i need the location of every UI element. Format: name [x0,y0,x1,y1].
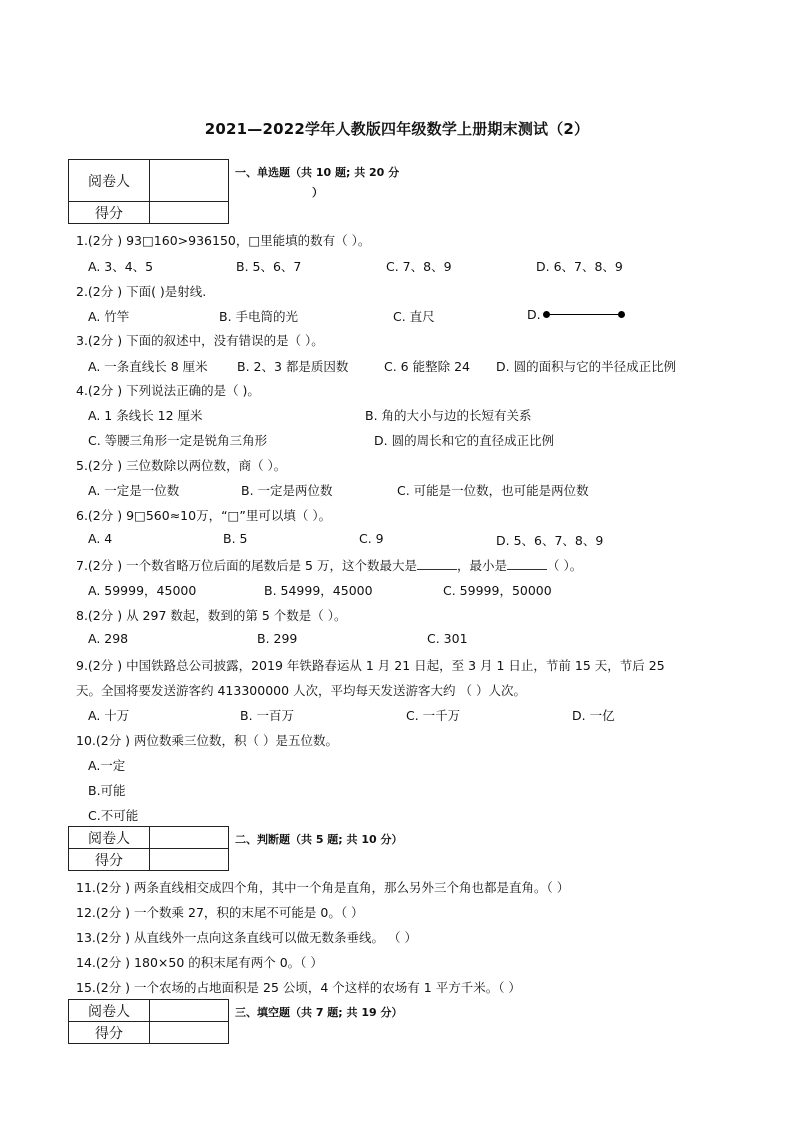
q6-option-c[interactable]: C. 9 [359,531,384,546]
q9-option-b[interactable]: B. 一百万 [240,708,295,723]
q1-option-d[interactable]: D. 6、7、8、9 [536,259,623,274]
answer-blank[interactable] [417,559,457,570]
score-cell[interactable] [150,202,229,224]
q9-option-d[interactable]: D. 一亿 [572,708,615,723]
q2-option-b[interactable]: B. 手电筒的光 [219,309,299,324]
grader-table-2 [68,826,229,871]
q7-option-b[interactable]: B. 54999，45000 [264,583,373,598]
question-13: 13.(2分 ) 从直线外一点向这条直线可以做无数条垂线。 （ ） [76,930,417,945]
grader-table-3 [68,999,229,1044]
q3-option-a[interactable]: A. 一条直线长 8 厘米 [88,359,208,374]
section-1-heading-cont: ） [312,186,323,199]
q2-option-d[interactable]: D. [527,307,541,322]
score-label: 得分 [69,849,150,871]
question-5: 5.(2分 ) 三位数除以两位数，商（ ）。 [76,458,287,473]
question-10: 10.(2分 ) 两位数乘三位数，积（ ）是五位数。 [76,733,339,748]
q4-option-c[interactable]: C. 等腰三角形一定是锐角三角形 [88,433,268,448]
question-9: 9.(2分 ) 中国铁路总公司披露，2019 年铁路春运从 1 月 21 日起，至 3 月 1 日止，节前 15 天，节后 25 [76,658,665,673]
question-1: 1.(2分 ) 93□160>936150，□里能填的数有（ ）。 [76,233,371,248]
q5-option-c[interactable]: C. 可能是一位数，也可能是两位数 [397,483,589,498]
score-label: 得分 [69,1022,150,1044]
q4-option-d[interactable]: D. 圆的周长和它的直径成正比例 [374,433,555,448]
q5-option-a[interactable]: A. 一定是一位数 [88,483,180,498]
grader-table-1 [68,159,229,224]
q10-option-b[interactable]: B.可能 [88,783,126,798]
q6-option-d[interactable]: D. 5、6、7、8、9 [496,533,604,548]
question-15: 15.(2分 ) 一个农场的占地面积是 25 公顷，4 个这样的农场有 1 平方千米。（ ） [76,980,521,995]
q4-option-a[interactable]: A. 1 条线长 12 厘米 [88,408,203,423]
q6-option-b[interactable]: B. 5 [223,531,248,546]
reviewer-cell[interactable] [150,1000,229,1022]
question-6: 6.(2分 ) 9□560≈10万，“□”里可以填（ ）。 [76,508,332,523]
reviewer-cell[interactable] [150,160,229,202]
q3-option-b[interactable]: B. 2、3 都是质因数 [237,359,349,374]
reviewer-label: 阅卷人 [69,827,150,849]
question-9-cont: 天。全国将要发送游客约 413300000 人次，平均每天发送游客大约 （ ）人次。 [76,683,526,698]
q8-option-a[interactable]: A. 298 [88,631,129,646]
q5-option-b[interactable]: B. 一定是两位数 [241,483,333,498]
reviewer-cell[interactable] [150,827,229,849]
page-title: 2021—2022学年人教版四年级数学上册期末测试（2） [204,120,590,138]
q8-option-c[interactable]: C. 301 [427,631,468,646]
score-cell[interactable] [150,1022,229,1044]
question-4: 4.(2分 ) 下列说法正确的是（ )。 [76,383,260,398]
reviewer-label: 阅卷人 [69,1000,150,1022]
segment-endpoint-right [618,311,625,318]
question-3: 3.(2分 ) 下面的叙述中，没有错误的是（ ）。 [76,333,324,348]
q10-option-c[interactable]: C.不可能 [88,808,139,823]
q6-option-a[interactable]: A. 4 [88,531,113,546]
q1-option-a[interactable]: A. 3、4、5 [88,259,154,274]
q9-option-a[interactable]: A. 十万 [88,708,130,723]
line-segment-figure [547,314,621,315]
q1-option-c[interactable]: C. 7、8、9 [386,259,452,274]
q3-option-d[interactable]: D. 圆的面积与它的半径成正比例 [496,359,677,374]
q4-option-b[interactable]: B. 角的大小与边的长短有关系 [365,408,532,423]
question-11: 11.(2分 ) 两条直线相交成四个角，其中一个角是直角，那么另外三个角也都是直角。（ ） [76,880,570,895]
q7-stem-part1: 7.(2分 ) 一个数省略万位后面的尾数后是 5 万，这个数最大是 [76,558,417,573]
q1-option-b[interactable]: B. 5、6、7 [236,259,302,274]
q7-option-a[interactable]: A. 59999，45000 [88,583,197,598]
answer-blank[interactable] [507,559,547,570]
section-1-heading: 一、单选题（共 10 题; 共 20 分 [235,166,400,179]
q7-option-c[interactable]: C. 59999，50000 [443,583,552,598]
question-14: 14.(2分 ) 180×50 的积末尾有两个 0。（ ） [76,955,323,970]
q9-option-c[interactable]: C. 一千万 [406,708,461,723]
q2-option-c[interactable]: C. 直尺 [393,309,435,324]
q7-stem-part3: （ ）。 [547,558,583,573]
question-12: 12.(2分 ) 一个数乘 27，积的末尾不可能是 0。（ ） [76,905,364,920]
q8-option-b[interactable]: B. 299 [257,631,298,646]
question-2: 2.(2分 ) 下面( )是射线. [76,284,207,299]
section-3-heading: 三、填空题（共 7 题; 共 19 分） [235,1006,403,1019]
question-7 [76,556,582,574]
section-2-heading: 二、判断题（共 5 题; 共 10 分） [235,833,403,846]
reviewer-label: 阅卷人 [69,160,150,202]
score-cell[interactable] [150,849,229,871]
q2-option-a[interactable]: A. 竹竿 [88,309,130,324]
q7-stem-part2: ，最小是 [456,558,507,573]
q10-option-a[interactable]: A.一定 [88,758,126,773]
question-8: 8.(2分 ) 从 297 数起，数到的第 5 个数是（ ）。 [76,608,347,623]
score-label: 得分 [69,202,150,224]
q3-option-c[interactable]: C. 6 能整除 24 [384,359,470,374]
